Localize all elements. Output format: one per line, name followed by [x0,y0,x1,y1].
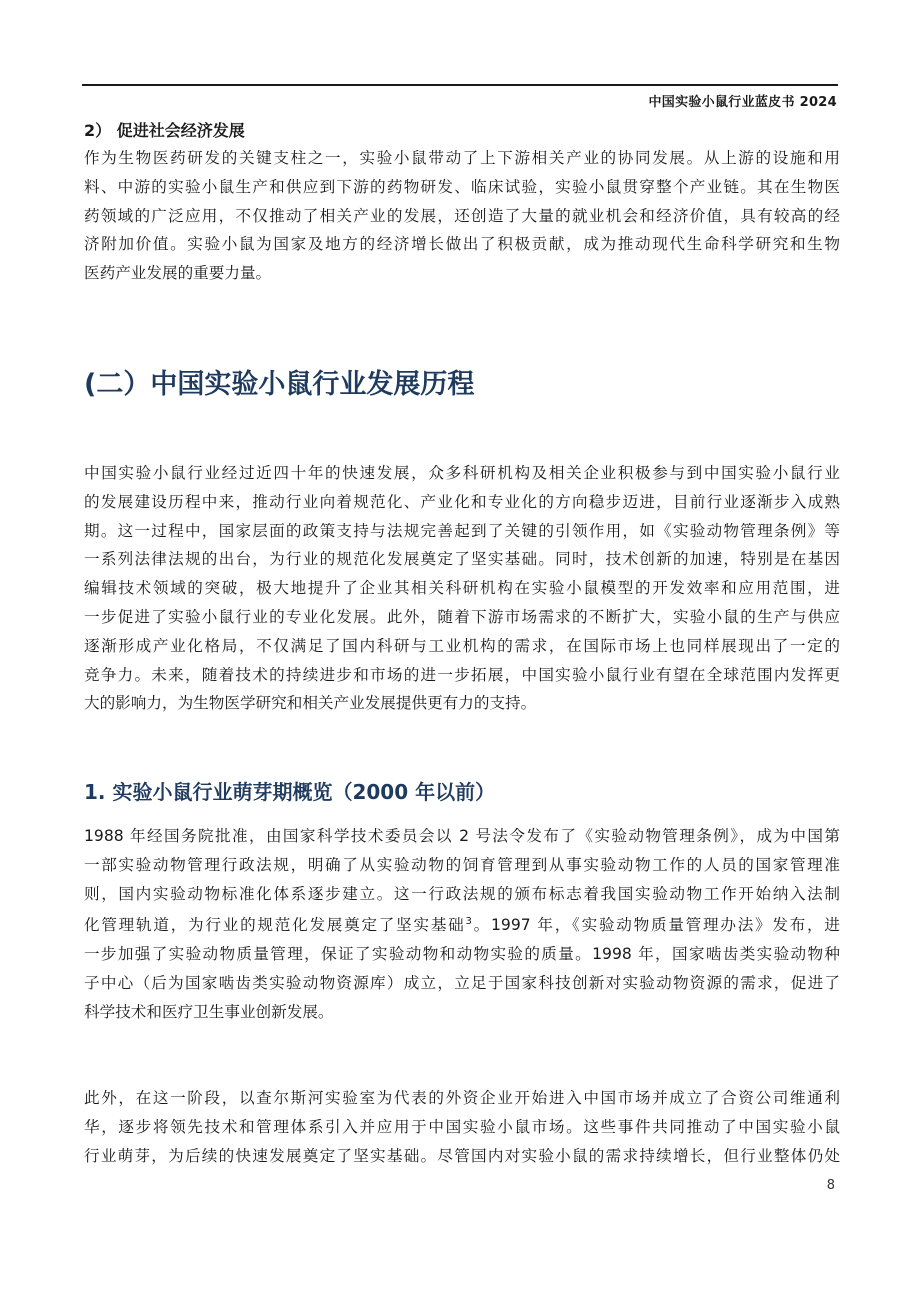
paragraph-line: 1988 年经国务院批准，由国家科学技术委员会以 2 号法令发布了《实验动物管理条例》，成为中国第 [84,827,840,845]
paragraph-line: 期。这一过程中，国家层面的政策支持与法规完善起到了关键的引领作用，如《实验动物管理条例》等 [84,521,840,540]
paragraph-development-history [84,459,840,718]
paragraph-line: 中国实验小鼠行业经过近四十年的快速发展，众多科研机构及相关企业积极参与到中国实验小鼠行业 [84,464,840,482]
paragraph-line: 一部实验动物管理行政法规，明确了从实验动物的饲育管理到从事实验动物工作的人员的国家管理准 [84,855,840,874]
paragraph-economic-impact [84,144,840,288]
section-heading: (二）中国实验小鼠行业发展历程 [84,369,475,400]
paragraph-line: 行业萌芽，为后续的快速发展奠定了坚实基础。尽管国内对实验小鼠的需求持续增长，但行业整体仍处 [84,1146,840,1165]
paragraph-line: 济附加价值。实验小鼠为国家及地方的经济增长做出了积极贡献，成为推动现代生命科学研究和生物 [84,235,840,254]
paragraph-foreign-enterprises [84,1084,840,1170]
subheading: 2） 促进社会经济发展 [84,121,245,140]
paragraph-line: 大的影响力，为生物医学研究和相关产业发展提供更有力的支持。 [84,694,537,713]
paragraph-line: 则，国内实验动物标准化体系逐步建立。这一行政法规的颁布标志着我国实验动物工作开始纳入法制 [84,884,840,903]
paragraph-line: 科学技术和医疗卫生事业创新发展。 [84,1002,334,1021]
line-text: 化管理轨道，为行业的规范化发展奠定了坚实基础 [84,916,466,935]
paragraph-line: 此外，在这一阶段，以查尔斯河实验室为代表的外资企业开始进入中国市场并成立了合资公司维通利 [84,1089,840,1107]
paragraph-line: 一步促进了实验小鼠行业的专业化发展。此外，随着下游市场需求的不断扩大，实验小鼠的生产与供应 [84,607,840,626]
item-heading: 1. 实验小鼠行业萌芽期概览（2000 年以前） [84,780,496,804]
paragraph-line: 料、中游的实验小鼠生产和供应到下游的药物研发、临床试验，实验小鼠贯穿整个产业链。其在生物医 [84,177,840,196]
footnote-reference[interactable]: 3 [465,916,472,928]
paragraph-line: 医药产业发展的重要力量。 [84,264,272,283]
header-rule [82,84,838,86]
paragraph-line: 的发展建设历程中来，推动行业向着规范化、产业化和专业化的方向稳步迈进，目前行业逐渐步入成熟 [84,492,840,511]
line-text: 。1997 年，《实验动物质量管理办法》发布，进 [471,916,840,935]
paragraph-line: 一步加强了实验动物质量管理，保证了实验动物和动物实验的质量。1998 年，国家啮齿类实验动物种 [84,945,840,964]
paragraph-line: 药领域的广泛应用，不仅推动了相关产业的发展，还创造了大量的就业机会和经济价值，具有较高的经 [84,206,840,225]
paragraph-line: 作为生物医药研发的关键支柱之一，实验小鼠带动了上下游相关产业的协同发展。从上游的设施和用 [84,149,840,167]
paragraph-line-with-footnote [84,908,840,940]
paragraph-line: 编辑技术领域的突破，极大地提升了企业其相关科研机构在实验小鼠模型的开发效率和应用范围，进 [84,579,840,598]
paragraph-line: 逐渐形成产业化格局，不仅满足了国内科研与工业机构的需求，在国际市场上也同样展现出了一定的 [84,636,840,655]
document-header-title: 中国实验小鼠行业蓝皮书 2024 [648,95,837,110]
paragraph-line: 一系列法律法规的出台，为行业的规范化发展奠定了坚实基础。同时，技术创新的加速，特别是在基因 [84,550,840,569]
paragraph-line: 子中心（后为国家啮齿类实验动物资源库）成立，立足于国家科技创新对实验动物资源的需求，促进了 [84,974,840,993]
paragraph-line: 华，逐步将领先技术和管理体系引入并应用于中国实验小鼠市场。这些事件共同推动了中国实验小鼠 [84,1117,840,1136]
page-number: 8 [826,1178,835,1193]
paragraph-line: 竞争力。未来，随着技术的持续进步和市场的进一步拓展，中国实验小鼠行业有望在全球范围内发挥更 [84,665,840,684]
paragraph-early-stage [84,822,840,1027]
